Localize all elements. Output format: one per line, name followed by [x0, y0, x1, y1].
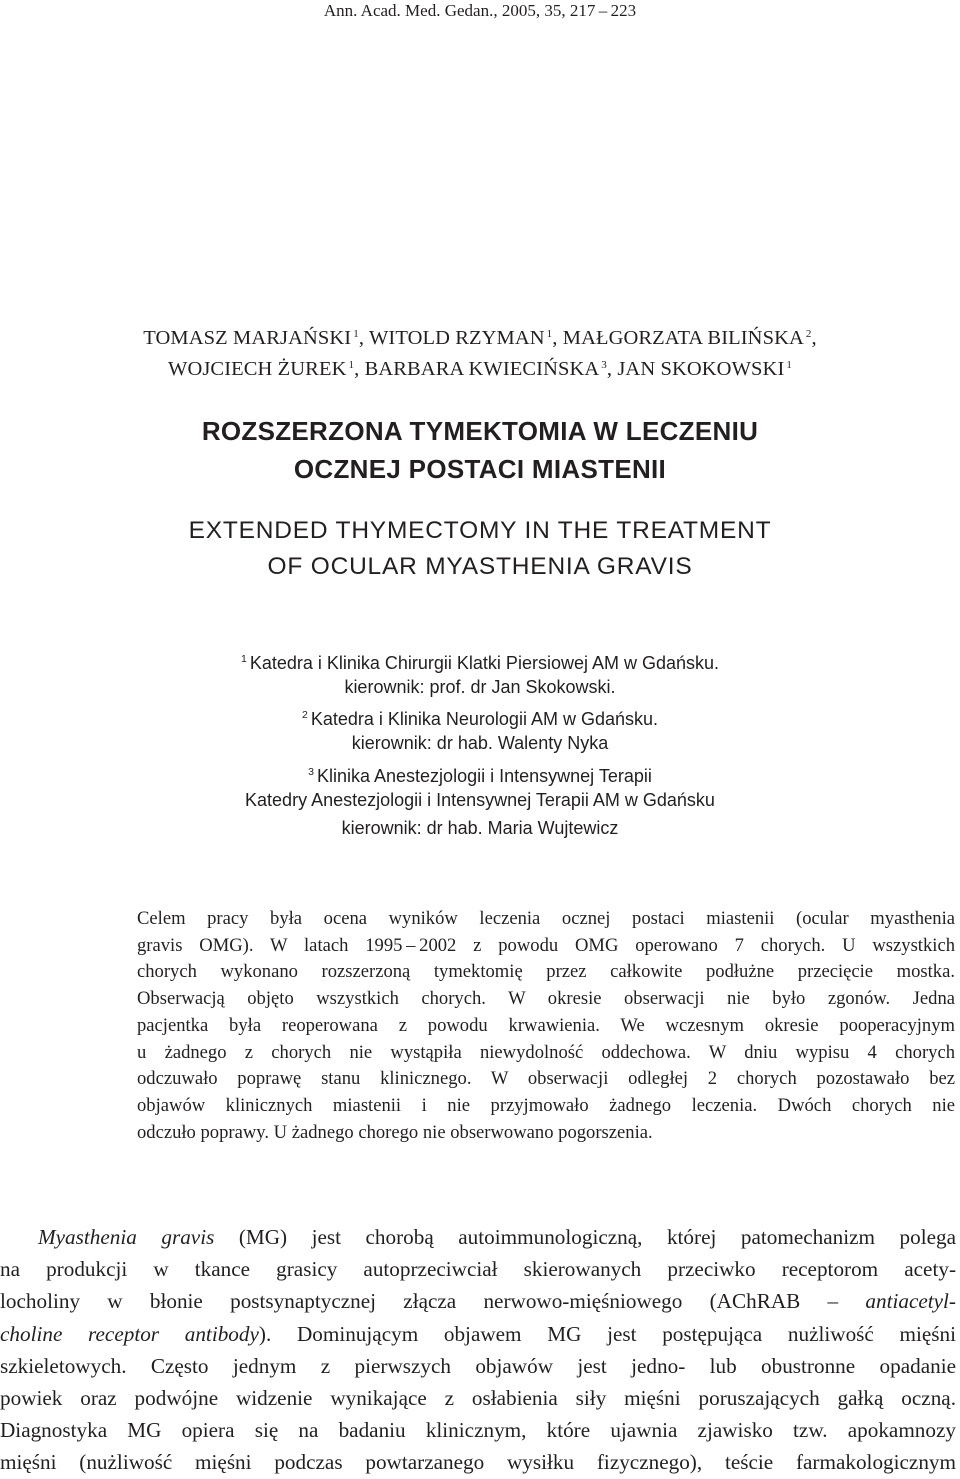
abstract-line: Celem pracy była ocena wyników leczenia ocznej postaci miastenii (ocular myasthenia [137, 908, 955, 929]
author-name: WOJCIECH ŻUREK [168, 358, 347, 380]
author-separator: , [354, 358, 360, 380]
author-separator: , [811, 327, 817, 349]
authors-line-2 [0, 351, 960, 383]
affiliation-text: Katedra i Klinika Chirurgii Klatki Piersiowej AM w Gdańsku. [249, 653, 720, 673]
author-affiliation-sup: 1 [348, 359, 355, 371]
affiliation-text: Katedra i Klinika Neurologii AM w Gdańsku. [310, 709, 658, 729]
affiliation-line [0, 702, 960, 733]
abstract-line: gravis OMG). W latach 1995 – 2002 z powodu OMG operowano 7 chorych. U wszystkich [137, 934, 955, 956]
author-separator: , [552, 327, 558, 349]
body-italic-term: choline receptor antibody [0, 1321, 259, 1346]
title-polish-line-1: ROZSZERZONA TYMEKTOMIA W LECZENIU [201, 416, 759, 446]
body-line [0, 1318, 956, 1350]
body-line: na produkcji w tkance grasicy autoprzeciwciał skierowanych przeciwko receptorom acety- [0, 1257, 956, 1282]
title-english-line-2: OF OCULAR MYASTHENIA GRAVIS [267, 553, 693, 580]
affiliation-text: kierownik: dr hab. Walenty Nyka [351, 733, 609, 753]
affiliation-text: Katedry Anestezjologii i Intensywnej Terapii AM w Gdańsku [245, 790, 715, 810]
body-line: szkieletowych. Często jednym z pierwszych objawów jest jedno- lub obustronne opadanie [0, 1353, 956, 1378]
author-separator: , [606, 358, 613, 380]
author-name: WITOLD RZYMAN [368, 327, 545, 349]
affiliation-text: kierownik: prof. dr Jan Skokowski. [344, 677, 616, 697]
affiliation-line [0, 815, 960, 842]
body-text: locholiny w błonie postsynaptycznej złącza nerwowo-mięśniowego (AChRAB – [0, 1289, 866, 1314]
affiliation-sup: 2 [301, 709, 308, 721]
author-affiliation-sup: 1 [546, 328, 553, 340]
body-line [0, 1221, 956, 1253]
body-text: ). Dominującym objawem MG jest postępująca nużliwość mięśni [258, 1321, 957, 1346]
affiliation-line [0, 787, 960, 814]
body-line: Diagnostyka MG opiera się na badaniu klinicznym, które ujawnia zjawisko tzw. apokamnozy [0, 1418, 956, 1443]
body-line: mięśni (nużliwość mięśni podczas powtarzanego wysiłku fizycznego), teście farmakologicznym [0, 1450, 956, 1475]
abstract-line: Obserwacją objęto wszystkich chorych. W okresie obserwacji nie było zgonów. Jedna [137, 988, 955, 1010]
affiliation-text: Klinika Anestezjologii i Intensywnej Terapii [316, 766, 652, 786]
affiliation-line [0, 730, 960, 757]
body-text: (MG) jest chorobą autoimmunologiczną, której patomechanizm polega [214, 1225, 956, 1249]
abstract-line: odczuło poprawy. U żadnego chorego nie obserwowano pogorszenia. [137, 1121, 653, 1143]
title-english-line-1: EXTENDED THYMECTOMY IN THE TREATMENT [188, 517, 772, 544]
affiliation-sup: 1 [240, 653, 247, 665]
affiliation-line [0, 759, 960, 790]
affiliation-text: kierownik: dr hab. Maria Wujtewicz [341, 818, 619, 838]
journal-reference: Ann. Acad. Med. Gedan., 2005, 35, 217 – 223 [323, 1, 637, 20]
abstract-line: odczuwało poprawę stanu klinicznego. W obserwacji odległej 2 chorych pozostawało bez [137, 1068, 955, 1090]
author-name: MAŁGORZATA BILIŃSKA [562, 327, 804, 349]
abstract-line: u żadnego z chorych nie wystąpiła niewydolność oddechowa. W dniu wypisu 4 chorych [137, 1041, 955, 1063]
author-separator: , [358, 327, 365, 349]
title-polish-line-2: OCZNEJ POSTACI MIASTENII [293, 454, 667, 484]
abstract-line: objawów klinicznych miastenii i nie przyjmowało żadnego leczenia. Dwóch chorych nie [137, 1094, 955, 1116]
author-name: JAN SKOKOWSKI [617, 358, 785, 380]
body-italic-term: Myasthenia gravis [38, 1225, 215, 1249]
author-affiliation-sup: 1 [786, 359, 792, 371]
author-name: BARBARA KWIECIŃSKA [364, 358, 600, 380]
author-affiliation-sup: 2 [805, 328, 812, 340]
body-line: powiek oraz podwójne widzenie wynikające z osłabienia siły mięśni poruszających gałką oczną. [0, 1386, 956, 1411]
abstract-line: pacjentka była reoperowana z powodu krwawienia. We wczesnym okresie pooperacyjnym [137, 1014, 955, 1036]
body-line [0, 1285, 956, 1317]
affiliation-line [0, 646, 960, 677]
author-affiliation-sup: 1 [353, 328, 359, 340]
abstract [137, 906, 955, 1146]
author-affiliation-sup: 3 [601, 359, 607, 371]
body-paragraph [0, 1221, 956, 1479]
author-name: TOMASZ MARJAŃSKI [143, 327, 352, 349]
authors-line-1 [0, 320, 960, 352]
body-italic-term: antiacetyl- [865, 1289, 956, 1314]
affiliation-sup: 3 [308, 766, 314, 778]
abstract-line: chorych wykonano rozszerzoną tymektomię przez całkowite podłużne przecięcie mostka. [137, 961, 955, 983]
affiliation-line [0, 674, 960, 701]
